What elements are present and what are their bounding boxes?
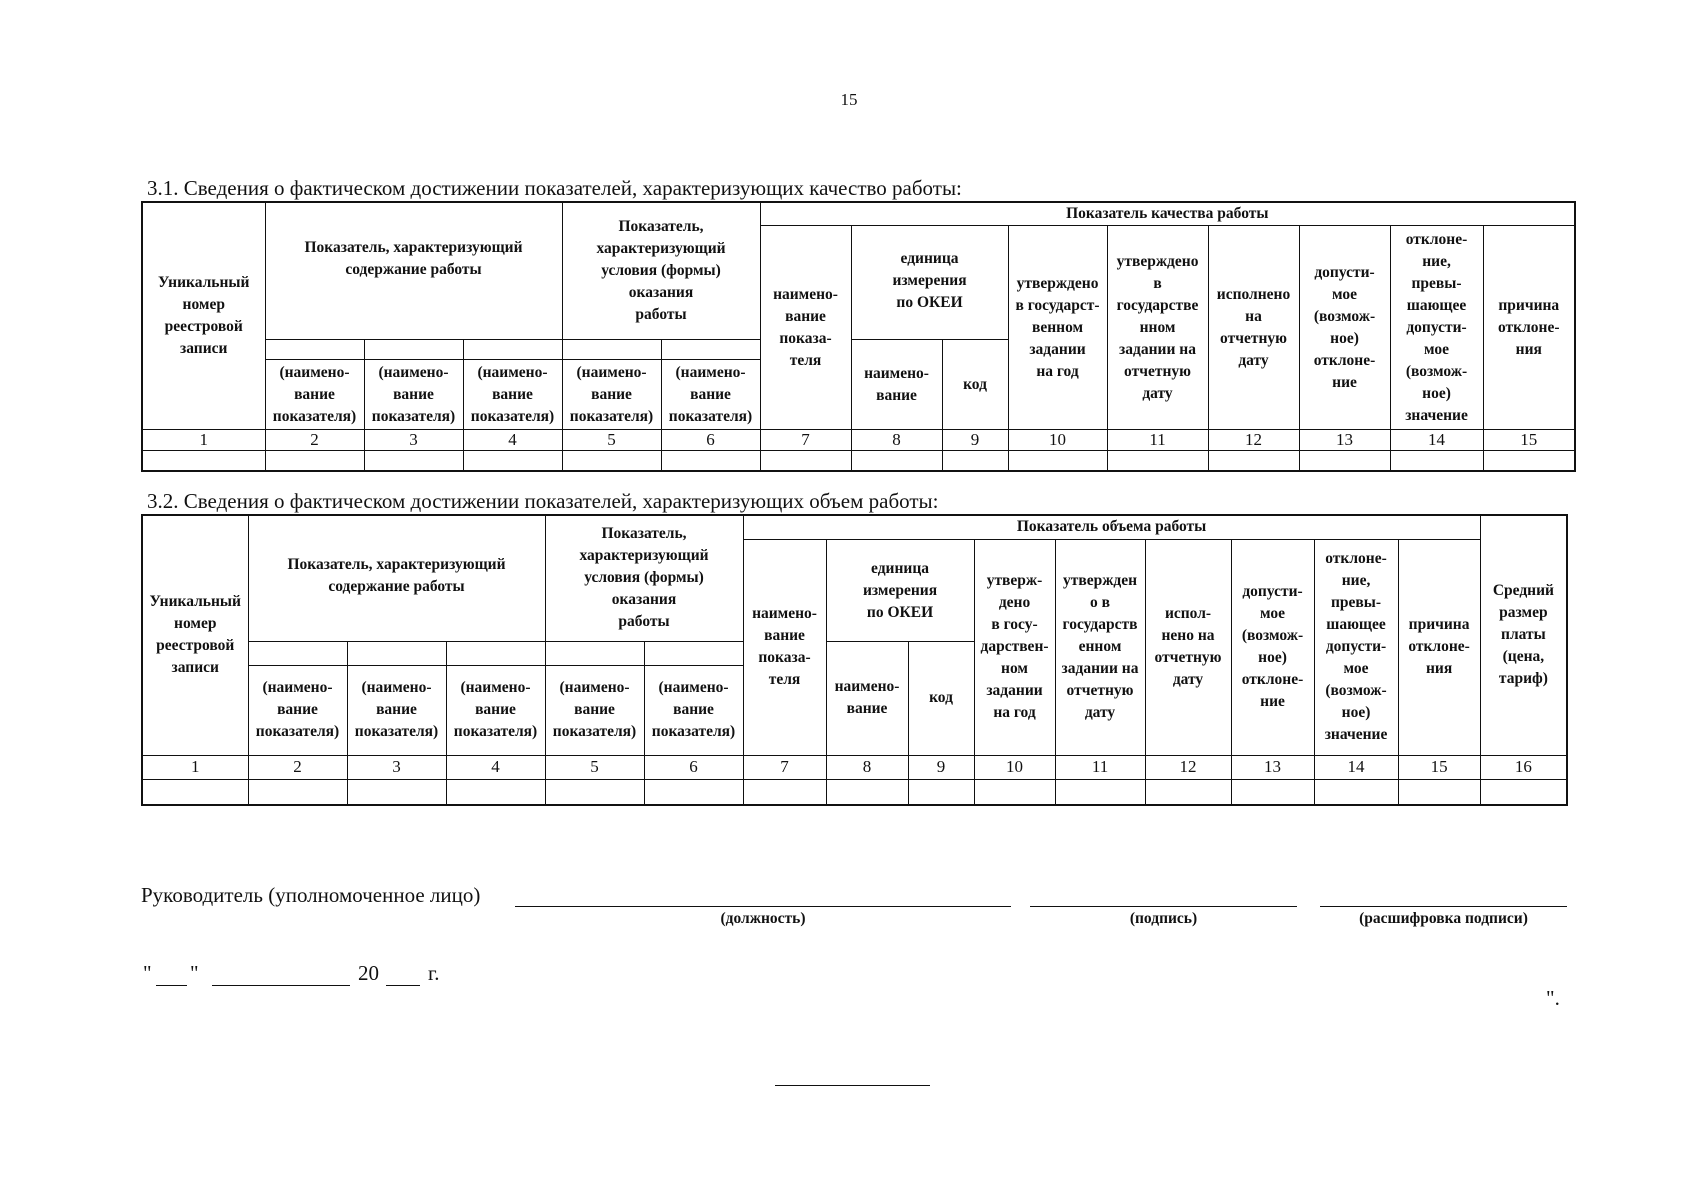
data-cell[interactable] xyxy=(1145,779,1231,805)
header-average-fee: Средний размер платы (цена, тариф) xyxy=(1480,515,1567,755)
data-cell[interactable] xyxy=(446,779,545,805)
data-cell[interactable] xyxy=(463,451,562,471)
data-cell[interactable] xyxy=(974,779,1055,805)
header-indicator-name: наимено- вание показа- теля xyxy=(760,226,851,430)
column-number: 7 xyxy=(760,430,851,451)
data-cell[interactable] xyxy=(743,779,826,805)
table-row xyxy=(142,779,1567,805)
header-conditions-indicator: Показатель, характеризующий условия (формы) оказания работы xyxy=(545,515,743,641)
page-number: 15 xyxy=(840,90,858,109)
column-number: 11 xyxy=(1107,430,1208,451)
header-content-indicator: Показатель, характеризующий содержание работы xyxy=(265,202,562,340)
column-number: 11 xyxy=(1055,755,1145,779)
header-volume-indicator-group: Показатель объема работы xyxy=(743,515,1480,539)
header-sub-indicator-name: (наимено- вание показателя) xyxy=(661,360,760,430)
signature-caption: (подпись) xyxy=(1129,910,1198,927)
data-cell[interactable] xyxy=(1231,779,1314,805)
data-cell[interactable] xyxy=(661,451,760,471)
column-number: 8 xyxy=(851,430,942,451)
header-sub-indicator-name: (наимено- вание показателя) xyxy=(545,665,644,755)
data-cell[interactable] xyxy=(142,779,248,805)
column-number: 2 xyxy=(248,755,347,779)
column-number: 2 xyxy=(265,430,364,451)
data-cell[interactable] xyxy=(347,779,446,805)
data-cell[interactable] xyxy=(1055,779,1145,805)
header-unit-name: наимено- вание xyxy=(851,340,942,430)
header-unit-okei: единица измерения по ОКЕИ xyxy=(851,226,1008,340)
header-deviation-reason: причина отклоне- ния xyxy=(1483,226,1575,430)
data-cell[interactable] xyxy=(364,451,463,471)
column-number: 9 xyxy=(908,755,974,779)
column-number: 12 xyxy=(1145,755,1231,779)
header-unit-code: код xyxy=(942,340,1008,430)
header-indicator-name: наимено- вание показа- теля xyxy=(743,539,826,755)
data-cell[interactable] xyxy=(142,451,265,471)
signature-label: Руководитель (уполномоченное лицо) xyxy=(141,883,481,907)
closing-quote-mark: ". xyxy=(1546,986,1560,1010)
data-cell[interactable] xyxy=(1008,451,1107,471)
data-cell[interactable] xyxy=(1299,451,1390,471)
header-sub-indicator-name: (наимено- вание показателя) xyxy=(463,360,562,430)
quality-indicators-table xyxy=(141,201,1576,472)
column-number: 10 xyxy=(1008,430,1107,451)
column-number: 6 xyxy=(644,755,743,779)
header-quality-indicator-group: Показатель качества работы xyxy=(760,202,1575,226)
data-cell[interactable] xyxy=(942,451,1008,471)
header-approved-report-date: утвержден о в государств енном задании на отчетную дату xyxy=(1055,539,1145,755)
data-cell[interactable] xyxy=(1107,451,1208,471)
column-number: 15 xyxy=(1483,430,1575,451)
header-approved-year: утверж- дено в госу- дарствен- ном задании на год xyxy=(974,539,1055,755)
column-number: 5 xyxy=(545,755,644,779)
column-number: 4 xyxy=(463,430,562,451)
header-executed: испол- нено на отчетную дату xyxy=(1145,539,1231,755)
footer-divider xyxy=(775,1085,930,1086)
header-allowed-deviation: допусти- мое (возмож- ное) отклоне- ние xyxy=(1299,226,1390,430)
date-close-quote: " xyxy=(190,961,199,985)
column-number: 3 xyxy=(364,430,463,451)
data-cell[interactable] xyxy=(1314,779,1398,805)
column-number: 10 xyxy=(974,755,1055,779)
data-cell[interactable] xyxy=(908,779,974,805)
blank-cell xyxy=(562,340,661,360)
column-number: 13 xyxy=(1231,755,1314,779)
column-number: 8 xyxy=(826,755,908,779)
header-exceeding-deviation: отклоне- ние, превы- шающее допусти- мое (возмож- ное) значение xyxy=(1390,226,1483,430)
data-cell[interactable] xyxy=(851,451,942,471)
header-sub-indicator-name: (наимено- вание показателя) xyxy=(364,360,463,430)
blank-cell xyxy=(644,641,743,665)
header-conditions-indicator: Показатель, характеризующий условия (формы) оказания работы xyxy=(562,202,760,340)
date-open-quote: " xyxy=(143,961,152,985)
header-approved-year: утверждено в государст- венном задании на год xyxy=(1008,226,1107,430)
column-number: 16 xyxy=(1480,755,1567,779)
column-number: 12 xyxy=(1208,430,1299,451)
section-3-1-title: 3.1. Сведения о фактическом достижении показателей, характеризующих качество работы: xyxy=(147,176,962,200)
data-cell[interactable] xyxy=(562,451,661,471)
blank-cell xyxy=(347,641,446,665)
blank-cell xyxy=(265,340,364,360)
date-year-prefix: 20 xyxy=(358,961,379,985)
signature-decoding-line[interactable] xyxy=(1320,906,1567,907)
column-number: 9 xyxy=(942,430,1008,451)
header-sub-indicator-name: (наимено- вание показателя) xyxy=(562,360,661,430)
header-sub-indicator-name: (наимено- вание показателя) xyxy=(265,360,364,430)
blank-cell xyxy=(364,340,463,360)
header-sub-indicator-name: (наимено- вание показателя) xyxy=(248,665,347,755)
column-number: 1 xyxy=(142,755,248,779)
column-number: 4 xyxy=(446,755,545,779)
decoding-caption: (расшифровка подписи) xyxy=(1359,910,1528,927)
header-deviation-reason: причина отклоне- ния xyxy=(1398,539,1480,755)
date-day-line[interactable] xyxy=(156,985,187,986)
header-unit-okei: единица измерения по ОКЕИ xyxy=(826,539,974,641)
header-unique-number: Уникальный номер реестровой записи xyxy=(142,515,248,755)
header-sub-indicator-name: (наимено- вание показателя) xyxy=(347,665,446,755)
blank-cell xyxy=(661,340,760,360)
column-number: 13 xyxy=(1299,430,1390,451)
header-sub-indicator-name: (наимено- вание показателя) xyxy=(446,665,545,755)
position-line[interactable] xyxy=(515,906,1011,907)
column-number: 5 xyxy=(562,430,661,451)
table-row xyxy=(142,451,1575,471)
position-caption: (должность) xyxy=(720,910,806,927)
data-cell[interactable] xyxy=(760,451,851,471)
data-cell[interactable] xyxy=(248,779,347,805)
blank-cell xyxy=(248,641,347,665)
column-number: 15 xyxy=(1398,755,1480,779)
data-cell[interactable] xyxy=(265,451,364,471)
column-number: 14 xyxy=(1390,430,1483,451)
date-month-line[interactable] xyxy=(212,985,350,986)
date-year-line[interactable] xyxy=(386,985,420,986)
data-cell[interactable] xyxy=(1390,451,1483,471)
header-unit-name: наимено- вание xyxy=(826,641,908,755)
data-cell[interactable] xyxy=(1480,779,1567,805)
header-executed: исполнено на отчетную дату xyxy=(1208,226,1299,430)
column-number: 14 xyxy=(1314,755,1398,779)
date-year-suffix: г. xyxy=(428,961,440,985)
column-number: 7 xyxy=(743,755,826,779)
blank-cell xyxy=(463,340,562,360)
blank-cell xyxy=(446,641,545,665)
header-content-indicator: Показатель, характеризующий содержание работы xyxy=(248,515,545,641)
volume-indicators-table xyxy=(141,514,1568,806)
column-number: 6 xyxy=(661,430,760,451)
header-exceeding-deviation: отклоне- ние, превы- шающее допусти- мое (возмож- ное) значение xyxy=(1314,539,1398,755)
column-number: 1 xyxy=(142,430,265,451)
data-cell[interactable] xyxy=(1483,451,1575,471)
data-cell[interactable] xyxy=(1208,451,1299,471)
data-cell[interactable] xyxy=(545,779,644,805)
column-number: 3 xyxy=(347,755,446,779)
data-cell[interactable] xyxy=(1398,779,1480,805)
header-allowed-deviation: допусти- мое (возмож- ное) отклоне- ние xyxy=(1231,539,1314,755)
blank-cell xyxy=(545,641,644,665)
header-unique-number: Уникальный номер реестровой записи xyxy=(142,202,265,430)
header-approved-report-date: утверждено в государстве нном задании на отчетную дату xyxy=(1107,226,1208,430)
header-unit-code: код xyxy=(908,641,974,755)
data-cell[interactable] xyxy=(644,779,743,805)
data-cell[interactable] xyxy=(826,779,908,805)
signature-line[interactable] xyxy=(1030,906,1297,907)
section-3-2-title: 3.2. Сведения о фактическом достижении показателей, характеризующих объем работы: xyxy=(147,489,939,513)
header-sub-indicator-name: (наимено- вание показателя) xyxy=(644,665,743,755)
